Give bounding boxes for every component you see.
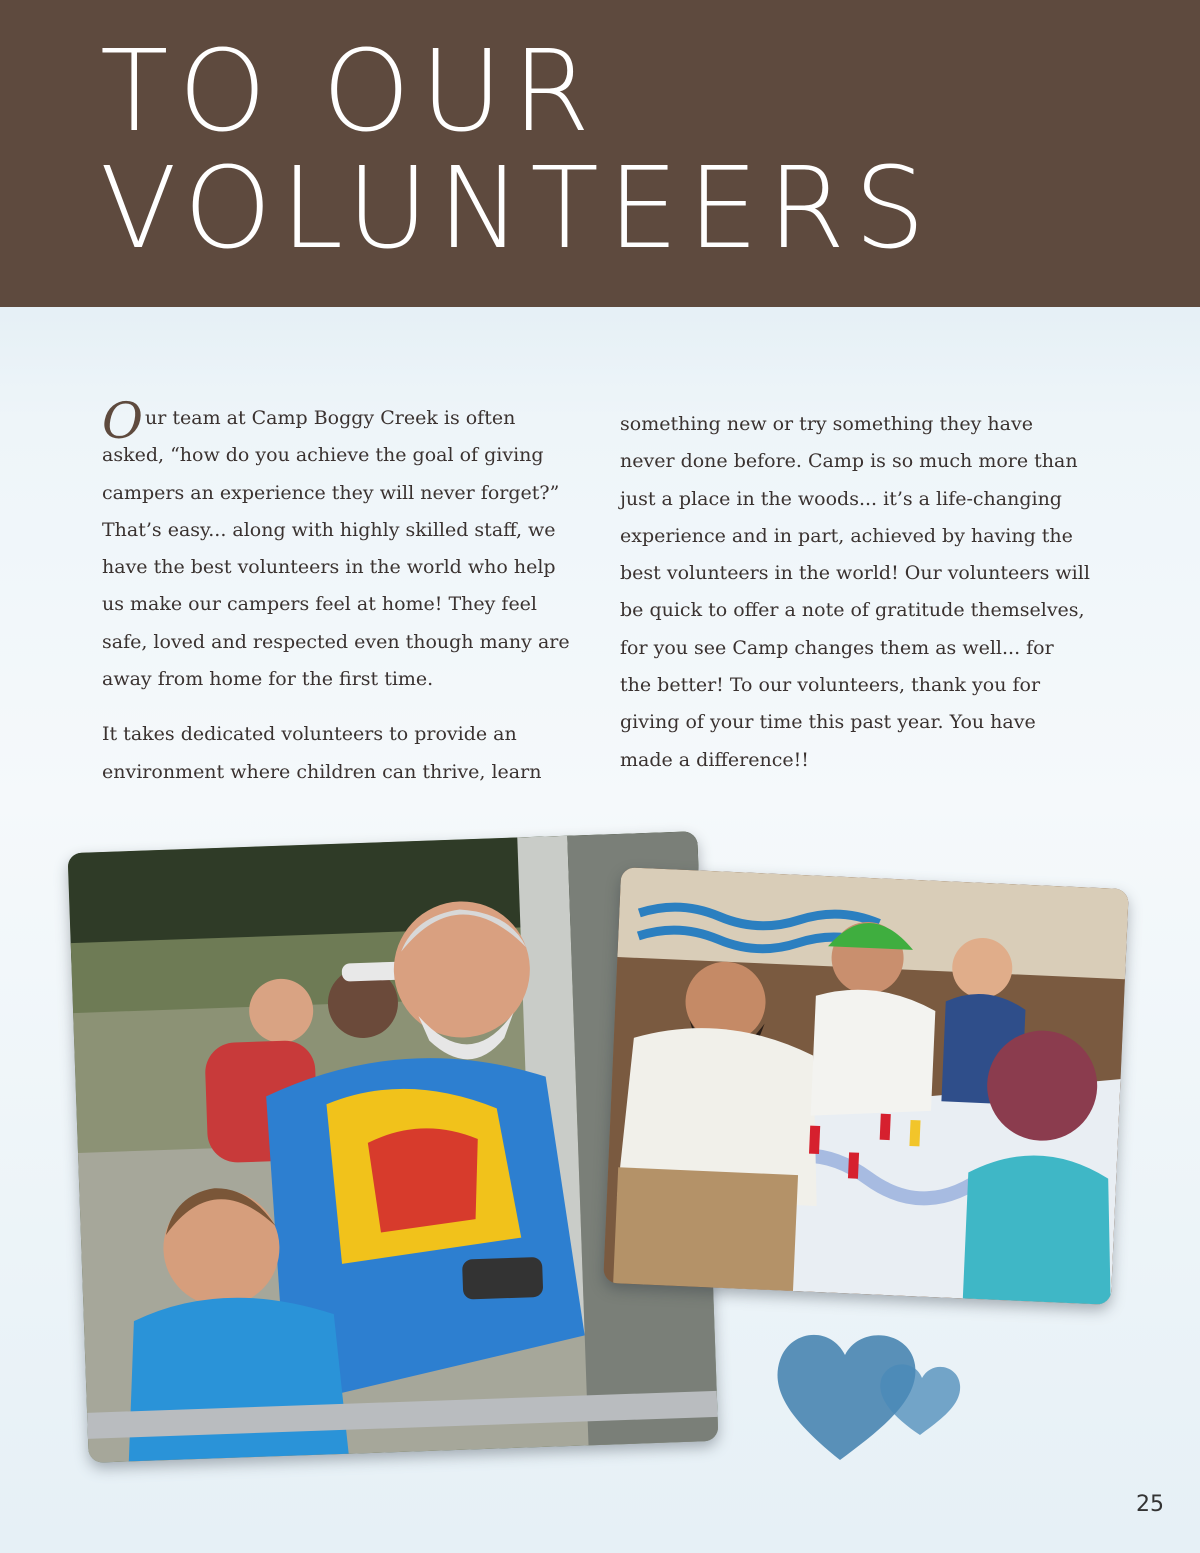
text-column-left [102,392,572,809]
hearts-icon [770,1320,970,1470]
drop-cap: O [102,392,143,450]
page-number: 25 [1136,1492,1164,1517]
photo-nail-painting-volunteers [603,867,1129,1305]
paragraph-2-continued: something new or try something they have never done before. Camp is so much more than just a place in the woods... it’s a life-changing experience and in part, achieved by having the best volunteers in the world! Our volunteers will be quick to offer a note of gratitude themselves, for you see Camp changes them as well... for the better! To our volunteers, thank you for giving of your time this past year. You have made a difference!! [620,413,1090,771]
text-column-right [620,406,1090,797]
page-title-line-2: VOLUNTEERS [100,144,935,274]
paragraph-2-start: It takes dedicated volunteers to provide an environment where children can thrive, learn [102,723,542,783]
paragraph-1-text: ur team at Camp Boggy Creek is often asked, “how do you achieve the goal of giving campers an experience they will never forget?” That’s easy... along with highly skilled staff, we have the best volunteers in the world who help us make our campers feel at home! They feel safe, loved and respected even though many are away from home for the first time. [102,407,570,691]
photo-crafts-illustration [603,867,1129,1305]
page-title-line-1: TO OUR [100,27,601,157]
header-banner [0,0,1200,307]
paragraph-1 [102,392,572,698]
